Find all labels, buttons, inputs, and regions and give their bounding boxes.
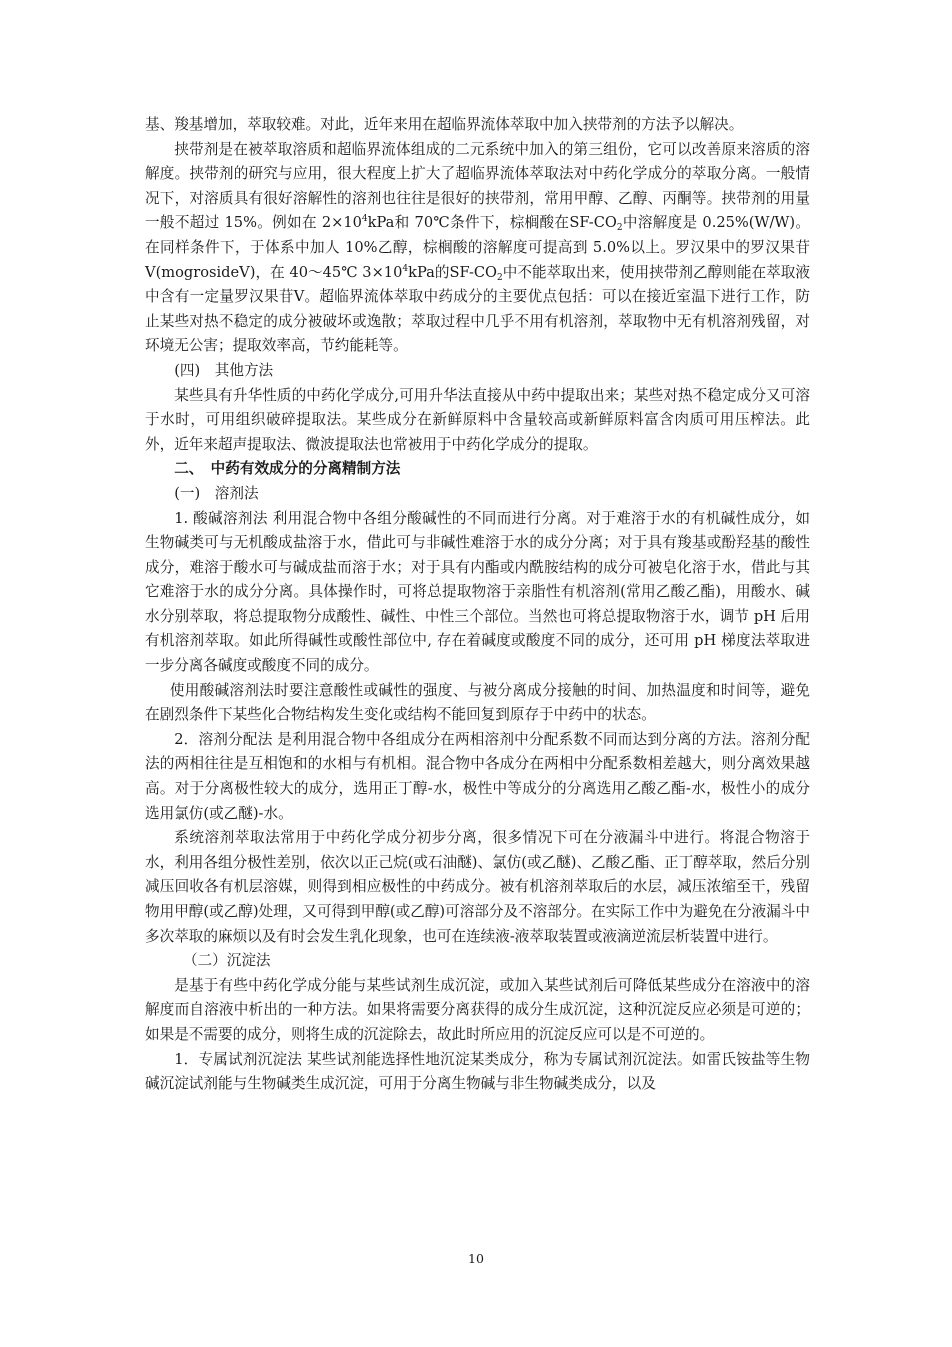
paragraph-acid-base: 1. 酸碱溶剂法 利用混合物中各组分酸碱性的不同而进行分离。对于难溶于水的有机碱性成分，如生物碱类可与无机酸成盐溶于水，借此可与非碱性难溶于水的成分分离；对于具有羧基或酚羟基的酸性成分，难溶于酸水可与碱成盐而溶于水；对于具有内酯或内酰胺结构的成分可被皂化溶于水，借此与其它难溶于水的成分分离。具体操作时，可将总提取物溶于亲脂性有机溶剂(常用乙酸乙酯)，用酸水、碱水分别萃取，将总提取物分成酸性、碱性、中性三个部位。当然也可将总提取物溶于水，调节 pH 后用有机溶剂萃取。如此所得碱性或酸性部位中, 存在着碱度或酸度不同的成分，还可用 pH 梯度法萃取进一步分离各碱度或酸度不同的成分。: [145, 509, 810, 675]
document-body: [145, 113, 810, 1097]
page-number: 10: [468, 1251, 484, 1266]
paragraph-continuation: 基、羧基增加，萃取较难。对此，近年来用在超临界流体萃取中加入挟带剂的方法予以解决。: [145, 116, 744, 133]
paragraph-precipitation: 是基于有些中药化学成分能与某些试剂生成沉淀，或加入某些试剂后可降低某些成分在溶液中的溶解度而自溶液中析出的一种方法。如果将需要分离获得的成分生成沉淀，这种沉淀反应必须是可逆的；如果是不需要的成分，则将生成的沉淀除去，故此时所应用的沉淀反应可以是不可逆的。: [145, 976, 810, 1043]
paragraph-system-extraction: 系统溶剂萃取法常用于中药化学成分初步分离，很多情况下可在分液漏斗中进行。将混合物溶于水，利用各组分极性差别，依次以正己烷(或石油醚)、氯仿(或乙醚)、乙酸乙酯、正丁醇萃取，然后分别减压回收各有机层溶媒，则得到相应极性的中药成分。被有机溶剂萃取后的水层，减压浓缩至干，残留物用甲醇(或乙醇)处理，又可得到甲醇(或乙醇)可溶部分及不溶部分。在实际工作中为避免在分液漏斗中多次萃取的麻烦以及有时会发生乳化现象，也可在连续液-液萃取装置或液滴逆流层析装置中进行。: [145, 829, 810, 945]
paragraph-other-methods: 某些具有升华性质的中药化学成分,可用升华法直接从中药中提取出来；某些对热不稳定成分又可溶于水时，可用组织破碎提取法。某些成分在新鲜原料中含量较高或新鲜原料富含肉质可用压榨法。此外，近年来超声提取法、微波提取法也常被用于中药化学成分的提取。: [145, 386, 810, 453]
paragraph-entrainer: 挟带剂是在被萃取溶质和超临界流体组成的二元系统中加入的第三组份，它可以改善原来溶质的溶解度。挟带剂的研究与应用，很大程度上扩大了超临界流体萃取法对中药化学成分的萃取分离。一般情况下，对溶质具有很好溶解性的溶剂也往往是很好的挟带剂，常用甲醇、乙醇、丙酮等。挟带剂的用量一般不超过 15%。例如在 $2\times 10^4kPa$和 70℃条件下，棕榈酸在$SF-CO_2$中溶解度是 0.25%(W/W)。在同样条件下，于体系中加人 10%乙醇，棕榈酸的溶解度可提高到 5.0%以上。罗汉果中的罗汉果苷Ⅴ(mogrosideⅤ)，在 40～45℃ $3\times 10^4kPa$的$SF-CO_2$中不能萃取出来，使用挟带剂乙醇则能在萃取液中含有一定量罗汉果苷Ⅴ。超临界流体萃取中药成分的主要优点包括：可以在接近室温下进行工作，防止某些对热不稳定的成分被破坏或逸散；萃取过程中几乎不用有机溶剂，萃取物中无有机溶剂残留，对环境无公害；提取效率高，节约能耗等。: [145, 140, 810, 355]
subheading-precipitation: （二）沉淀法: [182, 952, 271, 970]
subheading-other-methods: (四) 其他方法: [174, 361, 274, 379]
subheading-solvent-method: (一) 溶剂法: [174, 484, 259, 502]
paragraph-partition: 2．溶剂分配法 是利用混合物中各组成分在两相溶剂中分配系数不同而达到分离的方法。溶剂分配法的两相往往是互相饱和的水相与有机相。混合物中各成分在两相中分配系数相差越大，则分离效果越高。对于分离极性较大的成分，选用正丁醇-水，极性中等成分的分离选用乙酸乙酯-水，极性小的成分选用氯仿(或乙醚)-水。: [145, 730, 810, 822]
paragraph-reagent-precipitation: 1．专属试剂沉淀法 某些试剂能选择性地沉淀某类成分，称为专属试剂沉淀法。如雷氏铵盐等生物碱沉淀试剂能与生物碱类生成沉淀，可用于分离生物碱与非生物碱类成分，以及: [145, 1050, 810, 1093]
paragraph-acid-base-note: 使用酸碱溶剂法时要注意酸性或碱性的强度、与被分离成分接触的时间、加热温度和时间等，避免在剧烈条件下某些化合物结构发生变化或结构不能回复到原存于中药中的状态。: [145, 681, 810, 724]
section-heading-separation: 二、 中药有效成分的分离精制方法: [174, 460, 401, 478]
